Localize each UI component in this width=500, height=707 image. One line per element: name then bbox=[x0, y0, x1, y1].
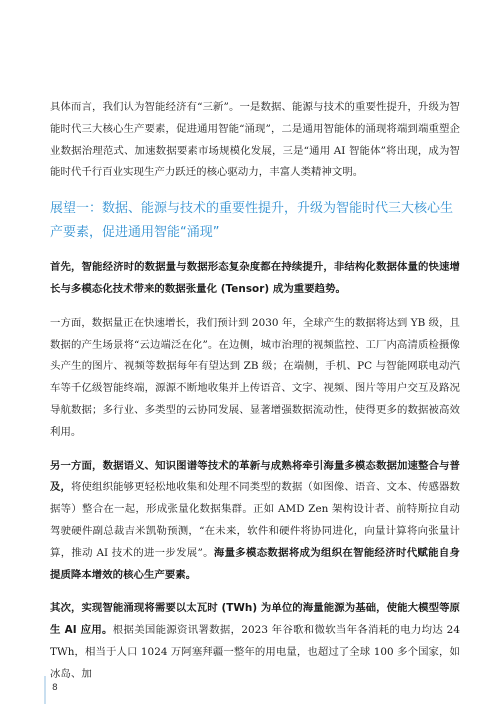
paragraph-data-growth: 一方面，数据量正在快速增长，我们预计到 2030 年，全球产生的数据将达到 YB 级，且数据的产生场景将“云边端泛在化”。在边侧，城市治理的视频监控、工厂内高清质检摄像头产生的图片、视频等数据每年有望达到 ZB 级；在端侧，手机、PC 与智能网联电动汽车等千亿级智能终端，源源不断地收集并上传语音、文字、视频、图片等用户交互及路况导航数据；多行业、多类型的云协同发展、显著增强数据流动性，使得更多的数据被高效利用。 bbox=[50, 316, 460, 438]
paragraph-multimodal-bold: 另一方面，数据语义、知识图谱等技术的革新与成熟将牵引海量多模态数据加速整合与普及， bbox=[50, 459, 460, 494]
paragraph-first-bold: 首先，智能经济时的数据量与数据形态复杂度都在持续提升，非结构化数据体量的快速增长与多模态化技术带来的数据张量化 (Tensor) 成为重要趋势。 bbox=[50, 261, 460, 295]
footer-rule bbox=[44, 676, 46, 704]
section-heading: 展望一：数据、能源与技术的重要性提升，升级为智能时代三大核心生产要素，促进通用智能“涌现” bbox=[50, 201, 454, 241]
paragraph-multimodal-tail: 海量多模态数据将成为组织在智能经济时代赋能自身提质降本增效的核心生产要素。 bbox=[50, 546, 460, 581]
paragraph-multimodal-text: 将使组织能够更轻松地收集和处理不同类型的数据（如图像、语音、文本、传感器数据等）整合在一起，形成张量化数据集群。正如 AMD Zen 架构设计者、前特斯拉自动驾驶硬件副总裁吉米凯勒预测，“在未来，软件和硬件将协同进化，向量计算将向张量计算，推动 AI 技术的进一步发展”。 bbox=[50, 481, 460, 559]
paragraph-energy-text: 根据美国能源资讯署数据，2023 年谷歌和微软当年各消耗的电力均达 24 TWh，相当于人口 1024 万阿塞拜疆一整年的用电量，也超过了全球 100 多个国家，如冰岛、加 bbox=[50, 624, 460, 680]
paragraph-energy bbox=[50, 598, 460, 685]
page-body bbox=[50, 97, 460, 686]
intro-paragraph: 具体而言，我们认为智能经济有“三新”。一是数据、能源与技术的重要性提升，升级为智能时代三大核心生产要素，促进通用智能“涌现”，二是通用智能体的涌现将端到端重塑企业数据治理范式、加速数据要素市场规模化发展，三是“通用 AI 智能体”将出现，成为智能时代千行百业实现生产力跃迁的核心驱动力，丰富人类精神文明。 bbox=[50, 101, 460, 179]
page-number: 8 bbox=[52, 683, 58, 693]
paragraph-multimodal bbox=[50, 456, 460, 587]
paragraph-first bbox=[50, 257, 460, 301]
paragraph-energy-bold: 其次，实现智能涌现将需要以太瓦时 (TWh) 为单位的海量能源为基础，使能大模型等原生 AI 应用。 bbox=[50, 602, 460, 637]
